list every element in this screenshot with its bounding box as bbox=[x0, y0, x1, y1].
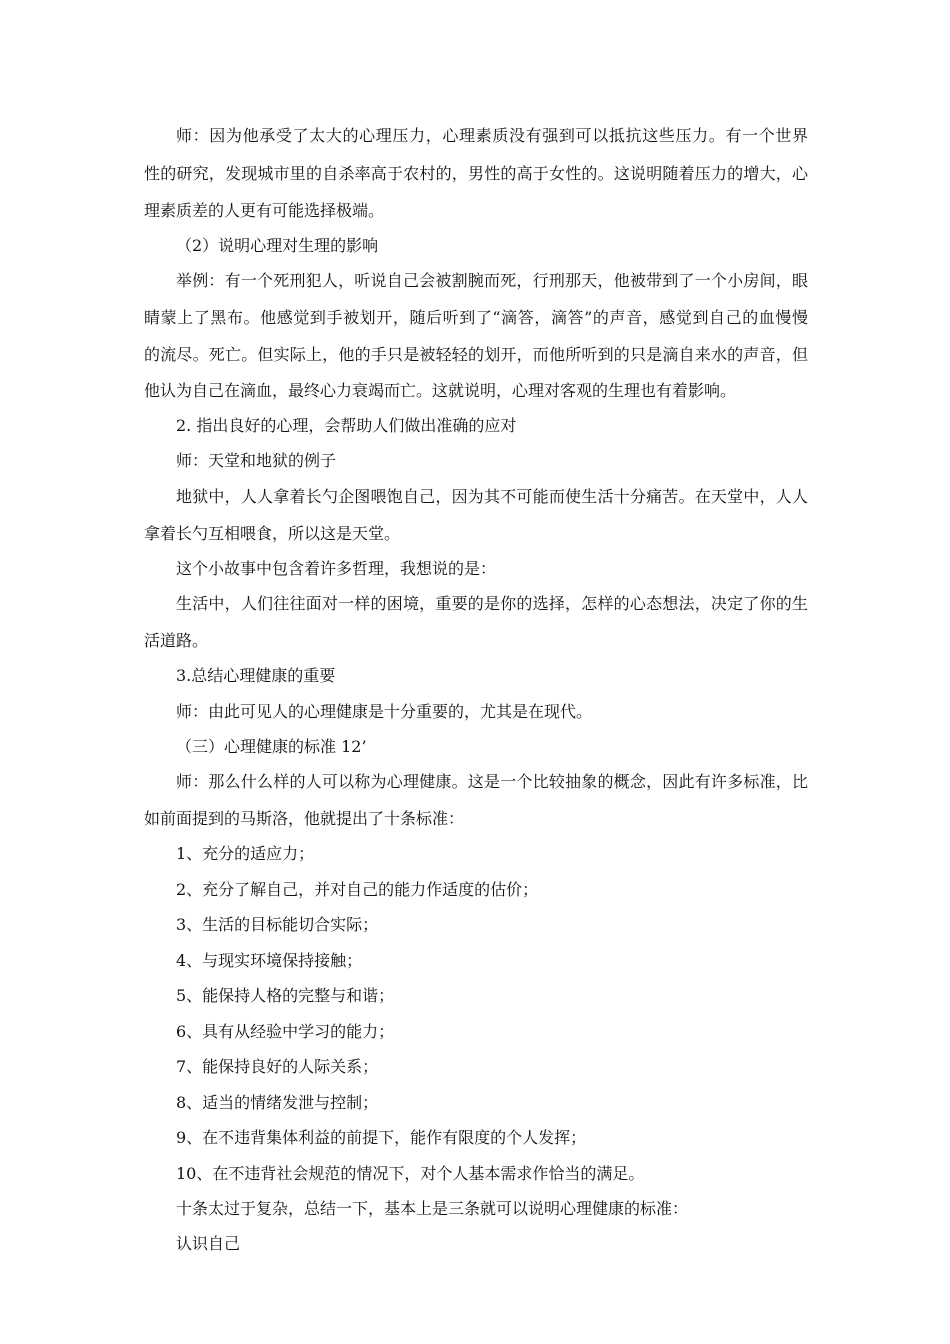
list-item: 5、能保持人格的完整与和谐； bbox=[176, 986, 395, 1005]
text-line: 师：天堂和地狱的例子 bbox=[176, 451, 337, 470]
list-item: 2、充分了解自己，并对自己的能力作适度的估价； bbox=[176, 880, 539, 899]
text-line: 睛蒙上了黑布。他感觉到手被划开，随后听到了“滴答，滴答”的声音，感觉到自己的血慢慢 bbox=[144, 308, 808, 327]
list-item: 9、在不违背集体利益的前提下，能作有限度的个人发挥； bbox=[176, 1128, 587, 1147]
text-line: 拿着长勺互相喂食，所以这是天堂。 bbox=[144, 524, 401, 543]
text-line: 这个小故事中包含着许多哲理，我想说的是： bbox=[176, 559, 497, 578]
text-line: 师：因为他承受了太大的心理压力，心理素质没有强到可以抵抗这些压力。有一个世界 bbox=[176, 126, 808, 145]
text-line: 3.总结心理健康的重要 bbox=[176, 666, 336, 685]
list-item: 6、具有从经验中学习的能力； bbox=[176, 1022, 395, 1041]
text-line: 活道路。 bbox=[144, 631, 209, 650]
text-line: 认识自己 bbox=[176, 1234, 241, 1253]
text-line: 如前面提到的马斯洛，他就提出了十条标准： bbox=[144, 809, 465, 828]
section-heading: （三）心理健康的标准 12’ bbox=[176, 737, 367, 756]
list-item: 1、充分的适应力； bbox=[176, 844, 315, 863]
text-line: 性的研究，发现城市里的自杀率高于农村的，男性的高于女性的。这说明随着压力的增大，心 bbox=[144, 164, 808, 183]
list-item: 4、与现实环境保持接触； bbox=[176, 951, 363, 970]
list-item: 10、在不违背社会规范的情况下，对个人基本需求作恰当的满足。 bbox=[176, 1164, 645, 1183]
list-item: 3、生活的目标能切合实际； bbox=[176, 915, 379, 934]
text-line: 地狱中，人人拿着长勺企图喂饱自己，因为其不可能而使生活十分痛苦。在天堂中，人人 bbox=[176, 487, 808, 506]
text-line: 生活中，人们往往面对一样的困境，重要的是你的选择，怎样的心态想法，决定了你的生 bbox=[176, 594, 808, 613]
text-line: 他认为自己在滴血，最终心力衰竭而亡。这就说明，心理对客观的生理也有着影响。 bbox=[144, 381, 737, 400]
text-line: 师：那么什么样的人可以称为心理健康。这是一个比较抽象的概念，因此有许多标准，比 bbox=[176, 772, 808, 791]
text-line: 理素质差的人更有可能选择极端。 bbox=[144, 201, 385, 220]
text-line: 十条太过于复杂，总结一下，基本上是三条就可以说明心理健康的标准： bbox=[176, 1199, 689, 1218]
text-line: 师：由此可见人的心理健康是十分重要的，尤其是在现代。 bbox=[176, 702, 593, 721]
text-line: 的流尽。死亡。但实际上，他的手只是被轻轻的划开，而他所听到的只是滴自来水的声音，但 bbox=[144, 345, 808, 364]
text-line: 2. 指出良好的心理，会帮助人们做出准确的应对 bbox=[176, 416, 517, 435]
text-line: （2）说明心理对生理的影响 bbox=[176, 236, 379, 255]
list-item: 8、适当的情绪发泄与控制； bbox=[176, 1093, 379, 1112]
text-line: 举例：有一个死刑犯人，听说自己会被割腕而死，行刑那天，他被带到了一个小房间，眼 bbox=[176, 271, 808, 290]
list-item: 7、能保持良好的人际关系； bbox=[176, 1057, 379, 1076]
